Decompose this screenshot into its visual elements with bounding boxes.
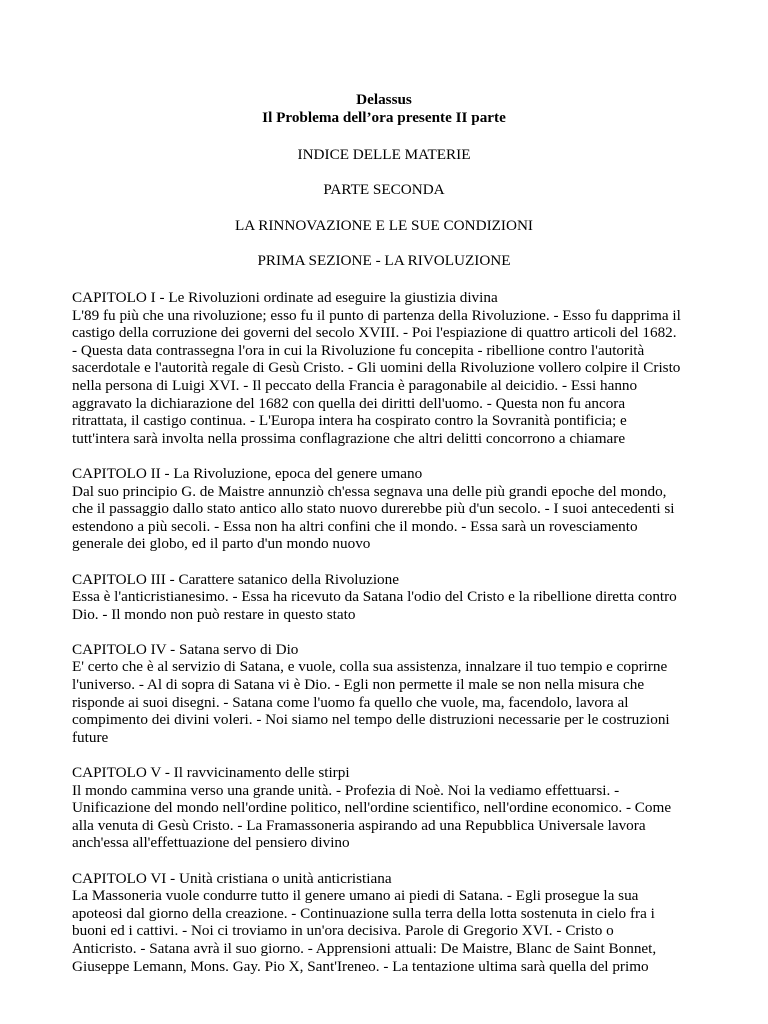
summary-line: l'universo. - Al di sopra di Satana vi è Dio. - Egli non permette il male se non nella misura che — [72, 676, 645, 694]
summary-line: anch'essa all'effettuazione del pensiero divino — [72, 834, 350, 852]
summary-line: Dio. - Il mondo non può restare in questo stato — [72, 605, 356, 623]
summary-line: sacerdotale e l'autorità regale di Gesù Cristo. - Gli uomini della Rivoluzione vollero colpire il Cristo — [72, 359, 681, 377]
summary-line: aggravato la dichiarazione del 1682 con quella dei diritti dell'uomo. - Questa non fu ancora — [72, 394, 626, 412]
summary-line: buoni ed i cattivi. - Noi ci troviamo in un'ora decisiva. Parole di Gregorio XVI. - Cristo o — [72, 922, 614, 940]
chapter-entry — [72, 870, 712, 976]
chapter-title: CAPITOLO IV - Satana servo di Dio — [72, 640, 299, 658]
summary-line: castigo della corruzione dei governi del secolo XVIII. - Poi l'espiazione di quattro articoli del 1682. — [72, 324, 677, 342]
chapter-summary — [72, 887, 712, 975]
part-heading: PARTE SECONDA — [323, 181, 445, 198]
chapter-summary — [72, 658, 712, 746]
summary-line: apoteosi dal giorno della creazione. - Continuazione sulla terra della lotta sostenuta in cielo fra i — [72, 904, 655, 922]
chapter-title: CAPITOLO III - Carattere satanico della Rivoluzione — [72, 570, 399, 588]
chapter-entry — [72, 641, 712, 747]
index-heading: INDICE DELLE MATERIE — [297, 146, 471, 163]
summary-line: E' certo che è al servizio di Satana, e vuole, colla sua assistenza, innalzare il tuo tempio e coprirne — [72, 658, 668, 676]
chapter-summary — [72, 782, 712, 852]
chapter-summary — [72, 588, 712, 623]
summary-line: Dal suo principio G. de Maistre annunziò ch'essa segnava una delle più grandi epoche del mondo, — [72, 482, 667, 500]
chapter-title: CAPITOLO VI - Unità cristiana o unità anticristiana — [72, 869, 392, 887]
chapter-entry — [72, 764, 712, 852]
summary-line: La Massoneria vuole condurre tutto il genere umano ai piedi di Satana. - Egli prosegue la sua — [72, 887, 639, 905]
chapter-entry — [72, 289, 712, 447]
summary-line: nella persona di Luigi XVI. - Il peccato della Francia è paragonabile al deicidio. - Essi hanno — [72, 376, 638, 394]
chapter-summary — [72, 307, 712, 448]
chapter-list — [72, 289, 712, 993]
section-heading: PRIMA SEZIONE - LA RIVOLUZIONE — [257, 252, 511, 269]
document-author: Delassus — [356, 91, 412, 108]
summary-line: ritrattata, il castigo continua. - L'Europa intera ha cospirato contro la Sovranità pontificia; e — [72, 412, 627, 430]
summary-line: risponde ai suoi disegni. - Satana come l'uomo fa quello che vuole, ma, facendolo, lavora al — [72, 693, 629, 711]
summary-line: - Questa data contrassegna l'ora in cui la Rivoluzione fu concepita - ribellione contro l'autorità — [72, 341, 645, 359]
summary-line: Essa è l'anticristianesimo. - Essa ha ricevuto da Satana l'odio del Cristo e la ribellione diretta contro — [72, 588, 677, 606]
summary-line: generale dei globo, ed il parto d'un mondo nuovo — [72, 535, 371, 553]
chapter-title: CAPITOLO II - La Rivoluzione, epoca del genere umano — [72, 464, 423, 482]
document-title: Il Problema dell’ora presente II parte — [262, 109, 506, 126]
summary-line: tutt'intera sarà involta nella prossima conflagrazione che altri delitti concorrono a chiamare — [72, 429, 626, 447]
chapter-title: CAPITOLO V - Il ravvicinamento delle stirpi — [72, 764, 350, 782]
summary-line: alla venuta di Gesù Cristo. - La Framassoneria aspirando ad una Repubblica Universale lavora — [72, 816, 646, 834]
summary-line: Giuseppe Lemann, Mons. Gay. Pio X, Sant'Ireneo. - La tentazione ultima sarà quella del primo — [72, 957, 649, 975]
chapter-entry — [72, 465, 712, 553]
summary-line: Il mondo cammina verso una grande unità. - Profezia di Noè. Noi la vediamo effettuarsi. - — [72, 781, 620, 799]
chapter-summary — [72, 483, 712, 553]
summary-line: Anticristo. - Satana avrà il suo giorno. - Apprensioni attuali: De Maistre, Blanc de Saint Bonnet, — [72, 939, 657, 957]
part-title: LA RINNOVAZIONE E LE SUE CONDIZIONI — [235, 217, 533, 234]
summary-line: Unificazione del mondo nell'ordine politico, nell'ordine scientifico, nell'ordine economico. - Come — [72, 799, 672, 817]
summary-line: estendono a più secoli. - Essa non ha altri confini che il mondo. - Essa sarà un rovesciamento — [72, 517, 638, 535]
summary-line: future — [72, 728, 109, 746]
summary-line: compimento dei divini voleri. - Noi siamo nel tempo delle distruzioni necessarie per le costruzioni — [72, 711, 670, 729]
summary-line: L'89 fu più che una rivoluzione; esso fu il punto di partenza della Rivoluzione. - Esso fu dapprima il — [72, 306, 681, 324]
chapter-title: CAPITOLO I - Le Rivoluzioni ordinate ad eseguire la giustizia divina — [72, 289, 498, 306]
chapter-entry — [72, 571, 712, 624]
summary-line: che il passaggio dallo stato antico allo stato nuovo durerebbe più d'un secolo. - I suoi antecedenti si — [72, 500, 675, 518]
